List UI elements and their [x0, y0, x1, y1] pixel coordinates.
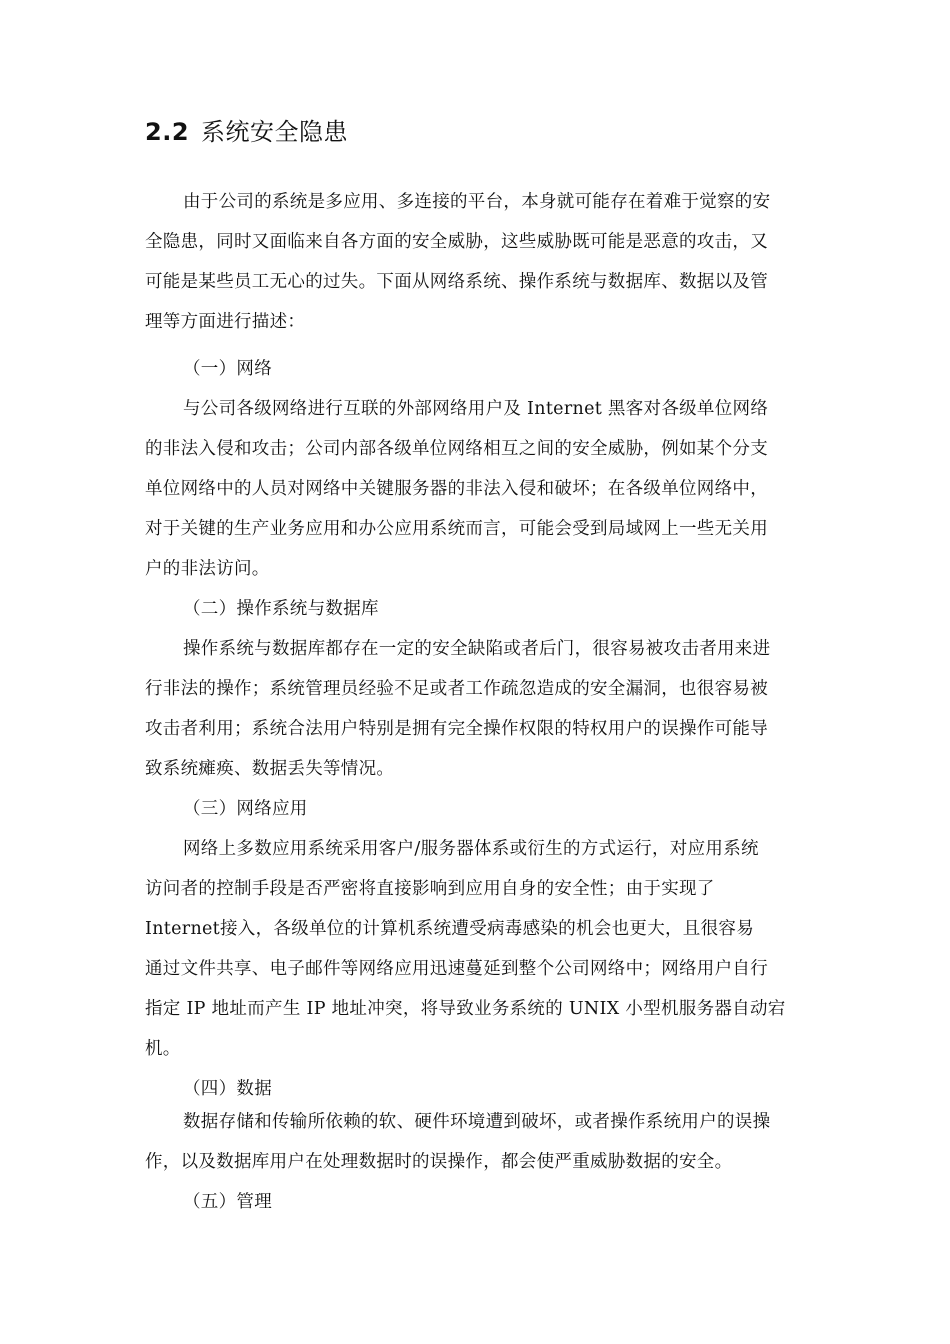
paragraph-line: 操作系统与数据库都存在一定的安全缺陷或者后门，很容易被攻击者用来进 [183, 639, 771, 659]
paragraph-line: 数据存储和传输所依赖的软、硬件环境遭到破坏，或者操作系统用户的误操 [183, 1112, 771, 1132]
paragraph-line: 由于公司的系统是多应用、多连接的平台，本身就可能存在着难于觉察的安 [183, 192, 771, 212]
section-number: 2.2 [145, 118, 190, 146]
paragraph-line: Internet接入，各级单位的计算机系统遭受病毒感染的机会也更大，且很容易 [145, 919, 754, 939]
paragraph-line: 与公司各级网络进行互联的外部网络用户及 Internet 黑客对各级单位网络 [183, 399, 769, 419]
paragraph-line: 访问者的控制手段是否严密将直接影响到应用自身的安全性；由于实现了 [145, 879, 715, 899]
subsection-heading: （二）操作系统与数据库 [183, 599, 379, 619]
paragraph-line: 的非法入侵和攻击；公司内部各级单位网络相互之间的安全威胁，例如某个分支 [145, 439, 768, 459]
paragraph-line: 全隐患，同时又面临来自各方面的安全威胁，这些威胁既可能是恶意的攻击，又 [145, 232, 768, 252]
section-title: 系统安全隐患 [201, 118, 349, 146]
paragraph-line: 致系统瘫痪、数据丢失等情况。 [145, 759, 395, 779]
subsection-heading: （一）网络 [183, 359, 272, 379]
paragraph-line: 攻击者利用；系统合法用户特别是拥有完全操作权限的特权用户的误操作可能导 [145, 719, 768, 739]
paragraph-line: 理等方面进行描述： [145, 312, 306, 332]
paragraph-line: 行非法的操作；系统管理员经验不足或者工作疏忽造成的安全漏洞，也很容易被 [145, 679, 768, 699]
paragraph-line: 可能是某些员工无心的过失。下面从网络系统、操作系统与数据库、数据以及管 [145, 272, 768, 292]
paragraph-line: 对于关键的生产业务应用和办公应用系统而言，可能会受到局域网上一些无关用 [145, 519, 768, 539]
section-heading [145, 112, 348, 147]
paragraph-line: 指定 IP 地址而产生 IP 地址冲突，将导致业务系统的 UNIX 小型机服务器自动宕 [145, 999, 786, 1019]
paragraph-line: 机。 [145, 1039, 181, 1059]
subsection-heading: （四）数据 [183, 1079, 272, 1099]
paragraph-line: 通过文件共享、电子邮件等网络应用迅速蔓延到整个公司网络中；网络用户自行 [145, 959, 768, 979]
subsection-heading: （三）网络应用 [183, 799, 308, 819]
paragraph-line: 户的非法访问。 [145, 559, 270, 579]
paragraph-line: 作，以及数据库用户在处理数据时的误操作，都会使严重威胁数据的安全。 [145, 1152, 733, 1172]
paragraph-line: 单位网络中的人员对网络中关键服务器的非法入侵和破坏；在各级单位网络中， [145, 479, 768, 499]
paragraph-line: 网络上多数应用系统采用客户/服务器体系或衍生的方式运行，对应用系统 [183, 839, 759, 859]
subsection-heading: （五）管理 [183, 1192, 272, 1212]
